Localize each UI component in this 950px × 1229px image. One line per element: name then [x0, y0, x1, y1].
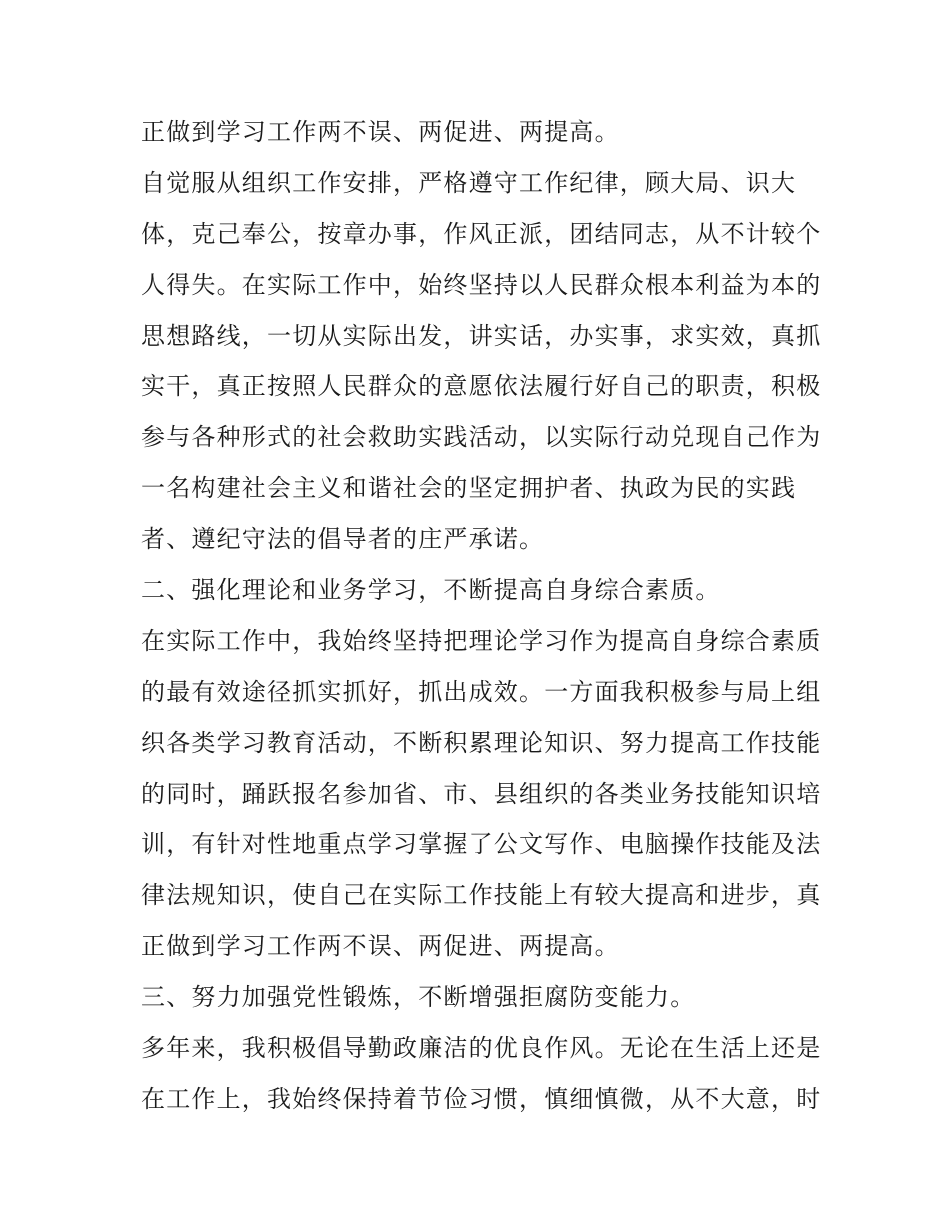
paragraph-line: 的同时，踊跃报名参加省、市、县组织的各类业务技能知识培 — [141, 779, 821, 808]
paragraph-line: 训，有针对性地重点学习掌握了公文写作、电脑操作技能及法 — [141, 830, 821, 859]
paragraph-line: 实干，真正按照人民群众的意愿依法履行好自己的职责，积极 — [141, 372, 821, 401]
paragraph-line: 律法规知识，使自己在实际工作技能上有较大提高和进步，真 — [141, 881, 821, 910]
section-heading: 三、努力加强党性锻炼，不断增强拒腐防变能力。 — [141, 983, 696, 1012]
paragraph-line: 者、遵纪守法的倡导者的庄严承诺。 — [141, 525, 545, 554]
paragraph-line: 织各类学习教育活动，不断积累理论知识、努力提高工作技能 — [141, 728, 821, 757]
paragraph-line: 体，克己奉公，按章办事，作风正派，团结同志，从不计较个 — [141, 219, 821, 248]
paragraph-line: 自觉服从组织工作安排，严格遵守工作纪律，顾大局、识大 — [141, 168, 797, 197]
paragraph-line: 参与各种形式的社会救助实践活动，以实际行动兑现自己作为 — [141, 423, 821, 452]
paragraph-line: 人得失。在实际工作中，始终坚持以人民群众根本利益为本的 — [141, 270, 821, 299]
paragraph-line: 正做到学习工作两不误、两促进、两提高。 — [141, 932, 620, 961]
paragraph-line: 的最有效途径抓实抓好，抓出成效。一方面我积极参与局上组 — [141, 677, 821, 706]
paragraph-line: 思想路线，一切从实际出发，讲实话，办实事，求实效，真抓 — [141, 321, 821, 350]
paragraph-line: 多年来，我积极倡导勤政廉洁的优良作风。无论在生活上还是 — [141, 1034, 821, 1063]
paragraph-line: 在工作上，我始终保持着节俭习惯，慎细慎微，从不大意，时 — [141, 1084, 821, 1113]
section-heading: 二、强化理论和业务学习，不断提高自身综合素质。 — [141, 576, 721, 605]
text-line: 正做到学习工作两不误、两促进、两提高。 — [141, 118, 620, 146]
document-body — [141, 107, 821, 1125]
paragraph-line: 在实际工作中，我始终坚持把理论学习作为提高自身综合素质 — [141, 626, 821, 655]
paragraph-line: 一名构建社会主义和谐社会的坚定拥护者、执政为民的实践 — [141, 474, 797, 503]
